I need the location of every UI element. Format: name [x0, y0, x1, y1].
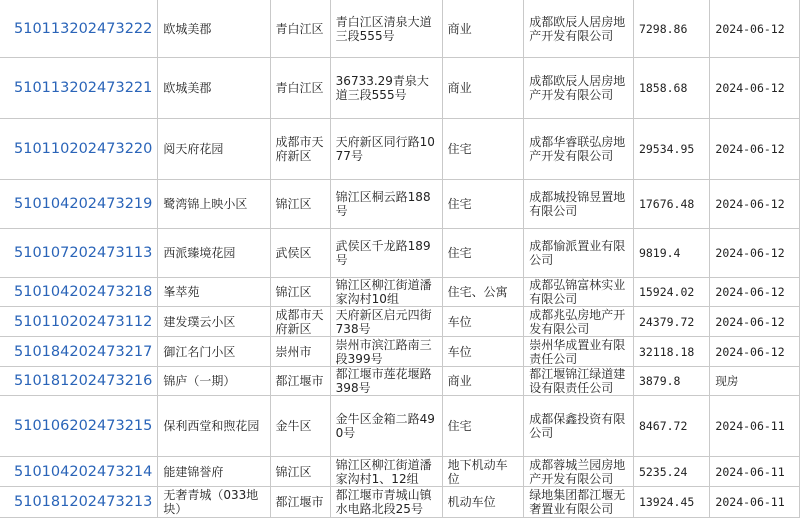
project-name-cell: 建发璞云小区: [158, 307, 270, 337]
project-name-cell: 保利西堂和煦花园: [158, 396, 270, 457]
project-name-cell: 欧城美郡: [158, 58, 270, 119]
table-row: [0, 119, 800, 180]
address-cell: 都江堰市莲花堰路398号: [330, 367, 442, 396]
usage-cell: 住宅、公寓: [442, 278, 524, 307]
record-id-link[interactable]: 510181202473213: [14, 494, 153, 510]
developer-cell: 成都兆弘房地产开发有限公司: [524, 307, 634, 337]
address-cell: 36733.29青泉大道三段555号: [330, 58, 442, 119]
developer-cell: 成都愉派置业有限公司: [524, 229, 634, 278]
district-cell: 锦江区: [270, 278, 330, 307]
record-id-cell: [0, 278, 158, 307]
developer-cell: 成都蓉城兰园房地产开发有限公司: [524, 457, 634, 487]
record-id-link[interactable]: 510106202473215: [14, 418, 153, 434]
address-cell: 锦江区桐云路188号: [330, 180, 442, 229]
record-id-link[interactable]: 510181202473216: [14, 373, 153, 389]
usage-cell: 机动车位: [442, 487, 524, 518]
address-cell: 青白江区清泉大道三段555号: [330, 0, 442, 58]
date-cell: 2024-06-11: [710, 487, 800, 518]
area-cell: 3879.8: [633, 367, 709, 396]
project-name-cell: 御江名门小区: [158, 337, 270, 367]
table-row: [0, 337, 800, 367]
date-cell: 2024-06-12: [710, 119, 800, 180]
area-cell: 13924.45: [633, 487, 709, 518]
project-name-cell: 能建锦誉府: [158, 457, 270, 487]
table-row: [0, 367, 800, 396]
address-cell: 天府新区启元四街738号: [330, 307, 442, 337]
developer-cell: 绿地集团都江堰无奢置业有限公司: [524, 487, 634, 518]
table-row: [0, 457, 800, 487]
date-cell: 2024-06-11: [710, 396, 800, 457]
district-cell: 青白江区: [270, 0, 330, 58]
area-cell: 5235.24: [633, 457, 709, 487]
district-cell: 青白江区: [270, 58, 330, 119]
record-id-link[interactable]: 510107202473113: [14, 245, 153, 261]
table-row: [0, 278, 800, 307]
record-id-cell: [0, 307, 158, 337]
district-cell: 都江堰市: [270, 487, 330, 518]
date-cell: 2024-06-12: [710, 229, 800, 278]
project-name-cell: 鹭湾锦上映小区: [158, 180, 270, 229]
address-cell: 锦江区柳江街道潘家沟村10组: [330, 278, 442, 307]
date-cell: 2024-06-12: [710, 278, 800, 307]
area-cell: 7298.86: [633, 0, 709, 58]
usage-cell: 车位: [442, 307, 524, 337]
district-cell: 锦江区: [270, 457, 330, 487]
table-row: [0, 396, 800, 457]
record-id-link[interactable]: 510104202473218: [14, 284, 153, 300]
record-id-cell: [0, 180, 158, 229]
usage-cell: 住宅: [442, 229, 524, 278]
developer-cell: 都江堰锦江绿道建设有限责任公司: [524, 367, 634, 396]
address-cell: 都江堰市青城山镇水电路北段25号: [330, 487, 442, 518]
developer-cell: 成都华睿联弘房地产开发有限公司: [524, 119, 634, 180]
table-row: [0, 0, 800, 58]
address-cell: 锦江区柳江街道潘家沟村1、12组: [330, 457, 442, 487]
project-name-cell: 欧城美郡: [158, 0, 270, 58]
record-id-cell: [0, 58, 158, 119]
record-id-cell: [0, 119, 158, 180]
record-id-cell: [0, 396, 158, 457]
table-row: [0, 307, 800, 337]
area-cell: 1858.68: [633, 58, 709, 119]
usage-cell: 商业: [442, 0, 524, 58]
district-cell: 金牛区: [270, 396, 330, 457]
usage-cell: 车位: [442, 337, 524, 367]
project-name-cell: 阅天府花园: [158, 119, 270, 180]
table-row: [0, 229, 800, 278]
address-cell: 武侯区千龙路189号: [330, 229, 442, 278]
developer-cell: 成都弘锦富林实业有限公司: [524, 278, 634, 307]
date-cell: 2024-06-12: [710, 58, 800, 119]
address-cell: 金牛区金箱二路490号: [330, 396, 442, 457]
developer-cell: 崇州华成置业有限责任公司: [524, 337, 634, 367]
record-id-link[interactable]: 510110202473220: [14, 141, 153, 157]
district-cell: 成都市天府新区: [270, 307, 330, 337]
area-cell: 32118.18: [633, 337, 709, 367]
record-id-link[interactable]: 510113202473221: [14, 80, 153, 96]
usage-cell: 住宅: [442, 180, 524, 229]
record-id-link[interactable]: 510104202473219: [14, 196, 153, 212]
area-cell: 24379.72: [633, 307, 709, 337]
address-cell: 天府新区同行路1077号: [330, 119, 442, 180]
district-cell: 武侯区: [270, 229, 330, 278]
record-id-cell: [0, 457, 158, 487]
project-name-cell: 西派臻境花园: [158, 229, 270, 278]
project-name-cell: 无奢青城（033地块）: [158, 487, 270, 518]
district-cell: 都江堰市: [270, 367, 330, 396]
record-id-link[interactable]: 510110202473112: [14, 313, 153, 330]
district-cell: 锦江区: [270, 180, 330, 229]
area-cell: 15924.02: [633, 278, 709, 307]
date-cell: 2024-06-12: [710, 337, 800, 367]
usage-cell: 商业: [442, 367, 524, 396]
developer-cell: 成都城投锦昱置地有限公司: [524, 180, 634, 229]
record-id-cell: [0, 367, 158, 396]
record-id-cell: [0, 229, 158, 278]
table-row: [0, 487, 800, 518]
developer-cell: 成都欧辰人居房地产开发有限公司: [524, 0, 634, 58]
record-id-link[interactable]: 510104202473214: [14, 463, 153, 480]
usage-cell: 地下机动车位: [442, 457, 524, 487]
record-id-link[interactable]: 510184202473217: [14, 343, 153, 360]
developer-cell: 成都保鑫投资有限公司: [524, 396, 634, 457]
usage-cell: 住宅: [442, 396, 524, 457]
district-cell: 成都市天府新区: [270, 119, 330, 180]
developer-cell: 成都欧辰人居房地产开发有限公司: [524, 58, 634, 119]
project-name-cell: 峯萃苑: [158, 278, 270, 307]
area-cell: 17676.48: [633, 180, 709, 229]
usage-cell: 住宅: [442, 119, 524, 180]
area-cell: 8467.72: [633, 396, 709, 457]
project-name-cell: 锦庐（一期）: [158, 367, 270, 396]
date-cell: 现房: [710, 367, 800, 396]
district-cell: 崇州市: [270, 337, 330, 367]
date-cell: 2024-06-12: [710, 0, 800, 58]
record-id-cell: [0, 487, 158, 518]
table-row: [0, 180, 800, 229]
usage-cell: 商业: [442, 58, 524, 119]
area-cell: 9819.4: [633, 229, 709, 278]
table-row: [0, 58, 800, 119]
date-cell: 2024-06-12: [710, 180, 800, 229]
address-cell: 崇州市滨江路南三段399号: [330, 337, 442, 367]
date-cell: 2024-06-12: [710, 307, 800, 337]
date-cell: 2024-06-11: [710, 457, 800, 487]
record-id-cell: [0, 337, 158, 367]
area-cell: 29534.95: [633, 119, 709, 180]
record-id-cell: [0, 0, 158, 58]
record-id-link[interactable]: 510113202473222: [14, 20, 153, 37]
